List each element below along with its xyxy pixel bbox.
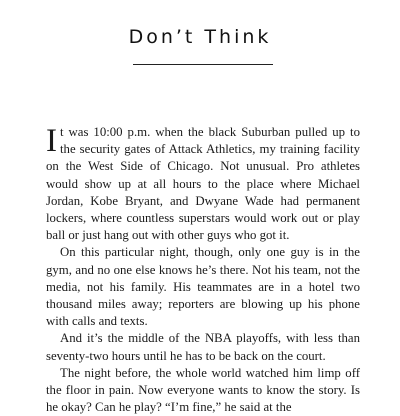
paragraph-1: [46, 124, 360, 244]
paragraph-3: And it’s the middle of the NBA playoffs, with less than seventy-two hours until he has to be back on the court.: [46, 331, 360, 363]
drop-cap: I: [46, 123, 57, 159]
paragraph-2: On this particular night, though, only one guy is in the gym, and no one else knows he’s there. Not his team, not the media, not his family. His teammates are in a hotel two thousand miles away; reporters are blowing up his phone with calls and texts.: [46, 245, 360, 329]
chapter-title: Don’t Think: [128, 26, 272, 48]
paragraph-4: The night before, the whole world watched him limp off the floor in pain. Now everyone wants to know the story. Is he okay? Can he play? “I’m fine,” he said at the: [46, 365, 360, 415]
body-text: [46, 124, 360, 416]
paragraph-1-text: t was 10:00 p.m. when the black Suburban pulled up to the security gates of Attack Athletics, my training facility on the West Side of Chicago. Not unusual. Pro athletes would show up at all hours to the place where Michael Jordan, Kobe Bryant, and Dwyane Wade had permanent lockers, where countless superstars would work out or play ball or just hang out with other guys who got it.: [46, 125, 360, 243]
title-rule: [133, 64, 273, 65]
